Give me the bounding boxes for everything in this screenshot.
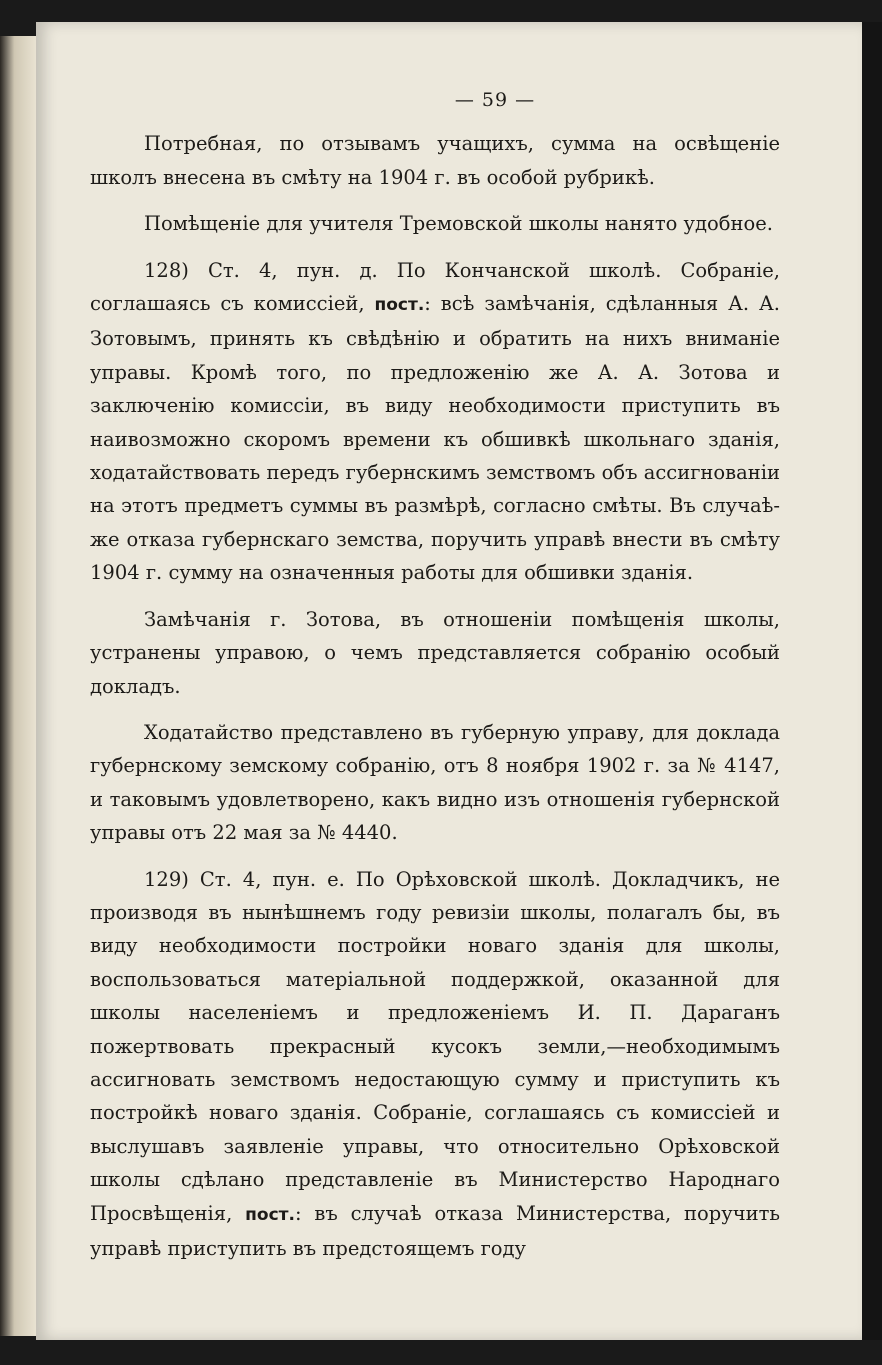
- paragraph-item-128-lead: 128) Ст. 4, пун. д. По Кончанской школѣ. Собраніе, соглашаясь съ комиссіей,: [90, 258, 780, 316]
- page-text: [90, 84, 780, 1265]
- paragraph-item-128: [90, 254, 780, 590]
- decision-keyword: пост.: [245, 1204, 295, 1225]
- paragraph-lighting-sum: Потребная, по отзывамъ учащихъ, сумма на освѣщеніе школъ внесена въ смѣту на 1904 г. въ особой рубрикѣ.: [90, 132, 780, 189]
- page-number: — 59 —: [454, 89, 536, 111]
- paragraph-teacher-housing: Помѣщеніе для учителя Тремовской школы нанято удобное.: [144, 212, 773, 236]
- paragraph-zotov-remarks: Замѣчанія г. Зотова, въ отношеніи помѣщенія школы, устранены управою, о чемъ представляется собранію особый докладъ.: [90, 607, 780, 698]
- page-right-shadow: [862, 22, 882, 1340]
- paragraph-item-129-body: : въ случаѣ отказа Министерства, поручить управѣ приступить въ предстоящемъ году: [90, 1201, 780, 1260]
- paragraph-item-129: [90, 863, 780, 1266]
- paragraph-item-129-lead: 129) Ст. 4, пун. е. По Орѣховской школѣ. Докладчикъ, не производя въ нынѣшнемъ году ревизіи школы, полагалъ бы, въ виду необходимости постройки новаго зданія для школы, воспользоваться матеріальной поддержкой, оказанной для школы населеніемъ и предложеніемъ И. П. Дараганъ пожертвовать прекрасный кусокъ земли,—необходимымъ ассигновать земствомъ недостающую сумму и приступить къ постройкѣ новаго зданія. Собраніе, соглашаясь съ комиссіей и выслушавъ заявленіе управы, что относительно Орѣховской школы сдѣлано представленіе въ Министерство Народнаго Просвѣщенія,: [90, 867, 780, 1225]
- paragraph-petition: Ходатайство представлено въ губерную управу, для доклада губернскому земскому собранію, отъ 8 ноября 1902 г. за № 4147, и таковымъ удовлетворено, какъ видно изъ отношенія губернской управы отъ 22 мая за № 4440.: [90, 720, 780, 845]
- decision-keyword: пост.: [374, 295, 425, 316]
- paragraph-item-128-body: : всѣ замѣчанія, сдѣланныя А. А. Зотовымъ, принять къ свѣдѣнію и обратить на нихъ вниманіе управы. Кромѣ того, по предложенію же А. А. Зотова и заключенію комиссіи, въ виду необходимости приступить въ наивозможно скоромъ времени къ обшивкѣ школьнаго зданія, ходатайствовать передъ губернскимъ земствомъ объ ассигнованіи на этотъ предметъ суммы въ размѣрѣ, согласно смѣты. Въ случаѣ-же отказа губернскаго земства, поручить управѣ внести въ смѣту 1904 г. сумму на означенныя работы для обшивки зданія.: [90, 292, 780, 585]
- book-spine-edge: [0, 36, 36, 1336]
